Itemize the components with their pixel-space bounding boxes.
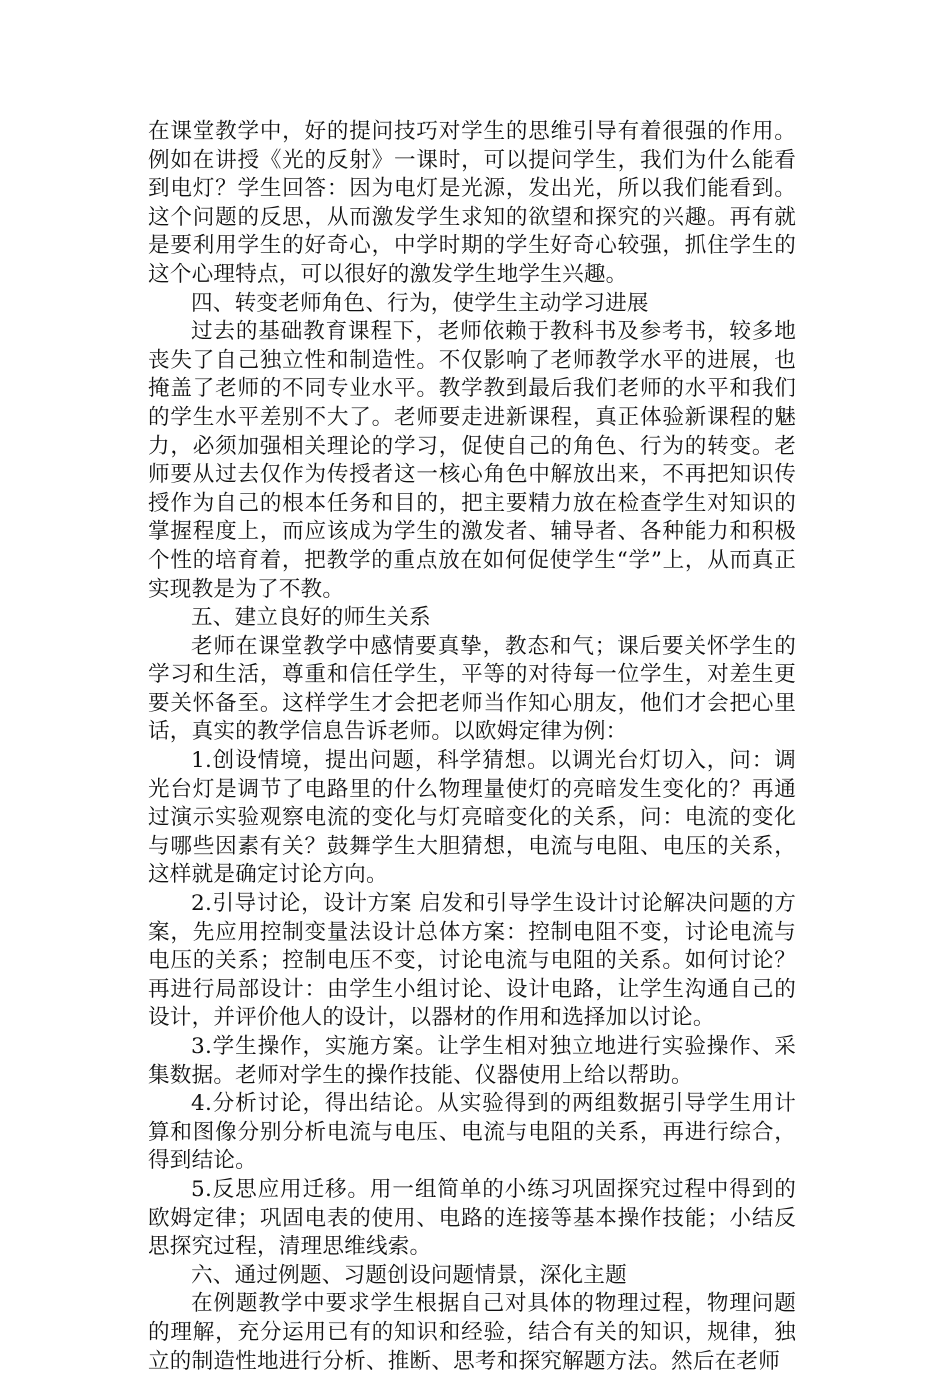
section-heading-4: 四、转变老师角色、行为，使学生主动学习进展 — [191, 290, 649, 316]
list-item-4: 4.分析讨论，得出结论。从实验得到的两组数据引导学生用计算和图像分别分析电流与电压、电流与电阻的关系，再进行综合，得到结论。 — [148, 1091, 796, 1174]
section-heading-6: 六、通过例题、习题创设问题情景，深化主题 — [191, 1262, 627, 1288]
paragraph-intro-questioning: 在课堂教学中，好的提问技巧对学生的思维引导有着很强的作用。例如在讲授《光的反射》一课时，可以提问学生，我们为什么能看到电灯？学生回答：因为电灯是光源，发出光，所以我们能看到。这个问题的反思，从而激发学生求知的欲望和探究的兴趣。再有就是要利用学生的好奇心，中学时期的学生好奇心较强，抓住学生的这个心理特点，可以很好的激发学生地学生兴趣。 — [148, 119, 796, 287]
list-item-3: 3.学生操作，实施方案。让学生相对独立地进行实验操作、采集数据。老师对学生的操作技能、仪器使用上给以帮助。 — [148, 1034, 796, 1088]
list-item-1: 1.创设情境，提出问题，科学猜想。以调光台灯切入，问：调光台灯是调节了电路里的什么物理量使灯的亮暗发生变化的？再通过演示实验观察电流的变化与灯亮暗变化的关系，问：电流的变化与哪些因素有关？鼓舞学生大胆猜想，电流与电阻、电压的关系，这样就是确定讨论方向。 — [148, 748, 796, 888]
list-item-2: 2.引导讨论，设计方案 启发和引导学生设计讨论解决问题的方案，先应用控制变量法设计总体方案：控制电阻不变，讨论电流与电压的关系；控制电压不变，讨论电流与电阻的关系。如何讨论？再进行局部设计：由学生小组讨论、设计电路，让学生沟通自己的设计，并评价他人的设计，以器材的作用和选择加以讨论。 — [148, 891, 796, 1031]
paragraph-example-teaching: 在例题教学中要求学生根据自己对具体的物理过程，物理问题的理解，充分运用已有的知识和经验，结合有关的知识，规律，独立的制造性地进行分析、推断、思考和探究解题方法。然后在老师 — [148, 1291, 796, 1374]
section-heading-5: 五、建立良好的师生关系 — [191, 605, 431, 631]
paragraph-teacher-student-relation: 老师在课堂教学中感情要真挚，教态和气；课后要关怀学生的学习和生活，尊重和信任学生，平等的对待每一位学生，对差生更要关怀备至。这样学生才会把老师当作知心朋友，他们才会把心里话，真实的教学信息告诉老师。以欧姆定律为例： — [148, 633, 796, 745]
paragraph-teacher-role: 过去的基础教育课程下，老师依赖于教科书及参考书，较多地丧失了自己独立性和制造性。不仅影响了老师教学水平的进展，也掩盖了老师的不同专业水平。教学教到最后我们老师的水平和我们的学生水平差别不大了。老师要走进新课程，真正体验新课程的魅力，必须加强相关理论的学习，促使自己的角色、行为的转变。老师要从过去仅作为传授者这一核心角色中解放出来，不再把知识传授作为自己的根本任务和目的，把主要精力放在检查学生对知识的掌握程度上，而应该成为学生的激发者、辅导者、各种能力和积极个性的培育着，把教学的重点放在如何促使学生“学”上，从而真正实现教是为了不教。 — [148, 319, 796, 602]
list-item-5: 5.反思应用迁移。用一组简单的小练习巩固探究过程中得到的欧姆定律；巩固电表的使用、电路的连接等基本操作技能；小结反思探究过程，清理思维线索。 — [148, 1176, 796, 1260]
document-body — [148, 118, 796, 1376]
